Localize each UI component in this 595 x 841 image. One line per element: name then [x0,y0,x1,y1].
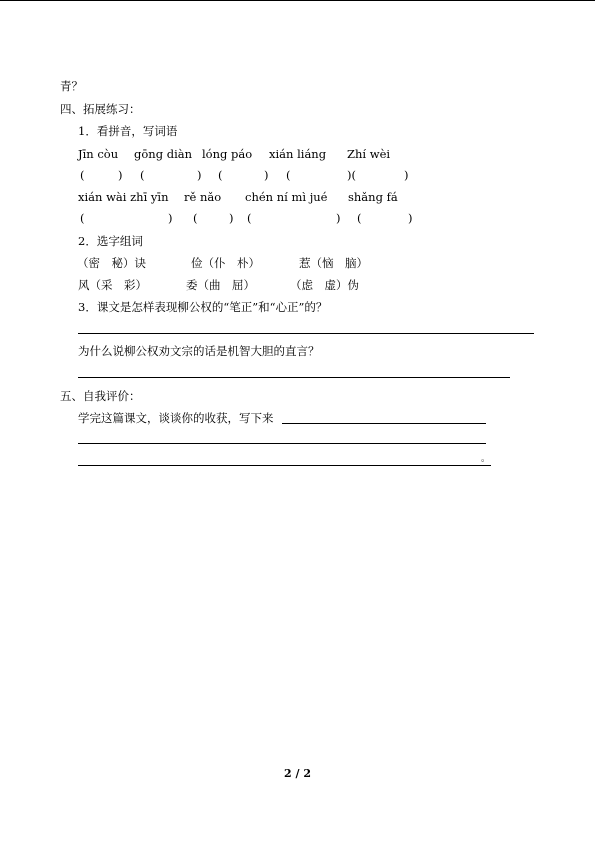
word-choice: 惹（恼 脑） [299,256,368,270]
paren: ( [247,211,252,225]
paren: ( [286,168,291,182]
word-choice: 委（曲 屈） [186,278,255,292]
paren: ( [80,211,85,225]
q1-label: 1．看拼音，写词语 [78,124,178,138]
paren: ) [336,211,341,225]
word-choice: （密 秘）诀 [77,256,146,270]
pinyin-item: rě nǎo [184,190,222,204]
page-number: 2 / 2 [284,767,311,780]
answer-line [78,377,510,378]
pinyin-item: shǎng fá [348,190,398,204]
answer-line [282,423,486,424]
pinyin-item: xián liáng [269,147,327,161]
paren: ( [193,211,198,225]
q3-followup: 为什么说柳公权劝文宗的话是机智大胆的直言？ [78,344,320,358]
page-top-border [0,0,595,1]
paren: ) [197,168,202,182]
paren: ( [218,168,223,182]
word-choice: （虑 虚）伪 [290,278,359,292]
q2-label: 2．选字组词 [78,234,143,248]
continuation-text: 青？ [60,79,83,93]
paren: ) [408,211,413,225]
paren: ( [80,168,85,182]
paren: ( [140,168,145,182]
paren: ) [404,168,409,182]
section-4-heading: 四、拓展练习： [60,102,141,116]
section-5-heading: 五、自我评价： [60,389,141,403]
pinyin-item: xián wài zhī yīn [78,190,169,204]
paren: ) [229,211,234,225]
word-choice: 俭（仆 朴） [191,256,260,270]
answer-line [78,333,534,334]
self-evaluation-prompt: 学完这篇课文，谈谈你的收获，写下来 [78,411,274,425]
paren: )( [347,168,356,182]
paren: ( [357,211,362,225]
paren: ) [118,168,123,182]
pinyin-item: lóng páo [202,147,253,161]
paren: ) [264,168,269,182]
paren: ) [168,211,173,225]
end-mark: 。 [481,454,491,464]
pinyin-item: Jīn còu [78,147,119,161]
pinyin-item: gōng diàn [134,147,193,161]
word-choice: 风（采 彩） [78,278,147,292]
pinyin-item: Zhí wèi [347,147,391,161]
answer-line [78,465,491,466]
pinyin-item: chén ní mì jué [245,190,328,204]
q3-label: 3．课文是怎样表现柳公权的“笔正”和“心正”的？ [78,300,328,314]
answer-line [78,443,486,444]
